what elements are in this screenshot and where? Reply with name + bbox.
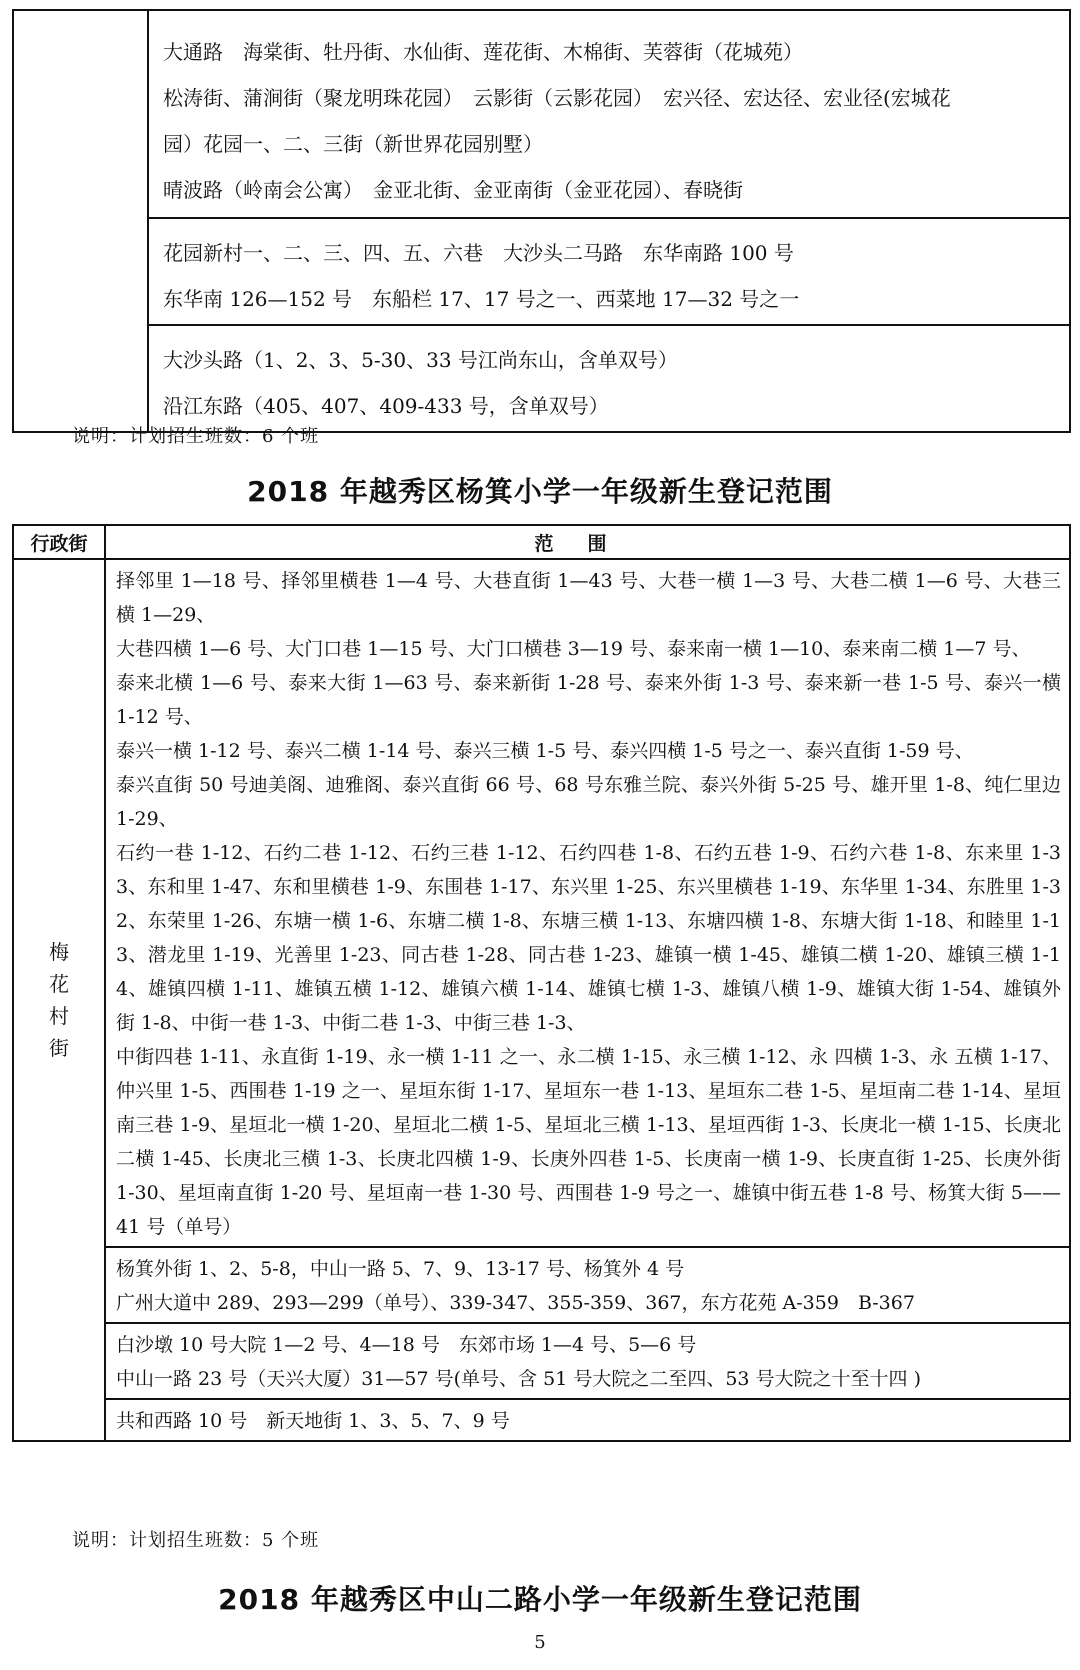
class-count-note-1: 说明：计划招生班数：6 个班 <box>72 426 320 447</box>
street-name-meihuacun: 梅 花 村 街 <box>13 559 105 1441</box>
section-title-zhongshan: 2018 年越秀区中山二路小学一年级新生登记范围 <box>218 1583 862 1616</box>
section-title-yangji: 2018 年越秀区杨箕小学一年级新生登记范围 <box>247 475 833 508</box>
range-sub-1: 杨箕外街 1、2、5-8，中山一路 5、7、9、13-17 号、杨箕外 4 号 广州大道中 289、293—299（单号）、339-347、355-359、367，东方花苑 A-359 B-367 <box>105 1247 1070 1323</box>
range-group-2: 花园新村一、二、三、四、五、六巷 大沙头二马路 东华南路 100 号 东华南 126—152 号 东船栏 17、17 号之一、西菜地 17—32 号之一 <box>148 218 1070 325</box>
range-group-1: 大通路 海棠街、牡丹街、水仙街、莲花街、木棉街、芙蓉街（花城苑） 松涛街、蒲涧街（聚龙明珠花园） 云影街（云影花园） 宏兴径、宏达径、宏业径(宏城花 园）花园一、二、三街（新世界花园别墅） 晴波路（岭南会公寓） 金亚北街、金亚南街（金亚花园）、春晓街 <box>148 10 1070 218</box>
street-cell-empty <box>13 10 148 432</box>
yangji-range-table <box>12 524 1071 1442</box>
range-main: 择邻里 1—18 号、择邻里横巷 1—4 号、大巷直街 1—43 号、大巷一横 1—3 号、大巷二横 1—6 号、大巷三横 1—29、 大巷四横 1—6 号、大门口巷 1—15 号、大门口横巷 3—19 号、泰来南一横 1—10、泰来南二横 1—7 号、 泰来北横 1—6 号、泰来大街 1—63 号、泰来新街 1-28 号、泰来外街 1-3 号、泰来新一巷 1-5 号、泰兴一横 1-12 号、 泰兴一横 1-12 号、泰兴二横 1-14 号、泰兴三横 1-5 号、泰兴四横 1-5 号之一、泰兴直街 1-59 号、 泰兴直街 50 号迪美阁、迪雅阁、泰兴直街 66 号、68 号东雅兰院、泰兴外街 5-25 号、雄开里 1-8、纯仁里边 1-29、 石约一巷 1-12、石约二巷 1-12、石约三巷 1-12、石约四巷 1-8、石约五巷 1-9、石约六巷 1-8、东来里 1-33、东和里 1-47、东和里横巷 1-9、东围巷 1-17、东兴里 1-25、东兴里横巷 1-19、东华里 1-34、东胜里 1-32、东荣里 1-26、东塘一横 1-6、东塘二横 1-8、东塘三横 1-13、东塘四横 1-8、东塘大街 1-18、和睦里 1-13、潜龙里 1-19、光善里 1-23、同古巷 1-28、同古巷 1-23、雄镇一横 1-45、雄镇二横 1-20、雄镇三横 1-14、雄镇四横 1-11、雄镇五横 1-12、雄镇六横 1-14、雄镇七横 1-3、雄镇八横 1-9、雄镇大街 1-54、雄镇外街 1-8、中街一巷 1-3、中街二巷 1-3、中街三巷 1-3、 中街四巷 1-11、永直街 1-19、永一横 1-11 之一、永二横 1-15、永三横 1-12、永 四横 1-3、永 五横 1-17、仲兴里 1-5、西围巷 1-19 之一、星垣东街 1-17、星垣东一巷 1-13、星垣东二巷 1-5、星垣南二巷 1-14、星垣南三巷 1-9、星垣北一横 1-20、星垣北二横 1-5、星垣北三横 1-13、星垣西街 1-3、长庚北一横 1-15、长庚北二横 1-45、长庚北三横 1-3、长庚北四横 1-9、长庚外四巷 1-5、长庚南一横 1-9、长庚直街 1-25、长庚外街 1-30、星垣南直街 1-20 号、星垣南一巷 1-30 号、西围巷 1-9 号之一、雄镇中街五巷 1-8 号、杨箕大街 5——41 号（单号） <box>105 559 1070 1247</box>
header-street: 行政街 <box>13 525 105 559</box>
header-range: 范围 <box>105 525 1070 559</box>
range-sub-2: 白沙墩 10 号大院 1—2 号、4—18 号 东郊市场 1—4 号、5—6 号 中山一路 23 号（天兴大厦）31—57 号(单号、含 51 号大院之二至四、53 号大院之十至十四 ) <box>105 1323 1070 1399</box>
range-sub-3: 共和西路 10 号 新天地街 1、3、5、7、9 号 <box>105 1399 1070 1441</box>
page-number: 5 <box>534 1632 546 1653</box>
top-range-table <box>12 9 1071 433</box>
class-count-note-2: 说明：计划招生班数：5 个班 <box>72 1530 320 1551</box>
range-group-3: 大沙头路（1、2、3、5-30、33 号江尚东山，含单双号） 沿江东路（405、407、409-433 号，含单双号） <box>148 325 1070 432</box>
